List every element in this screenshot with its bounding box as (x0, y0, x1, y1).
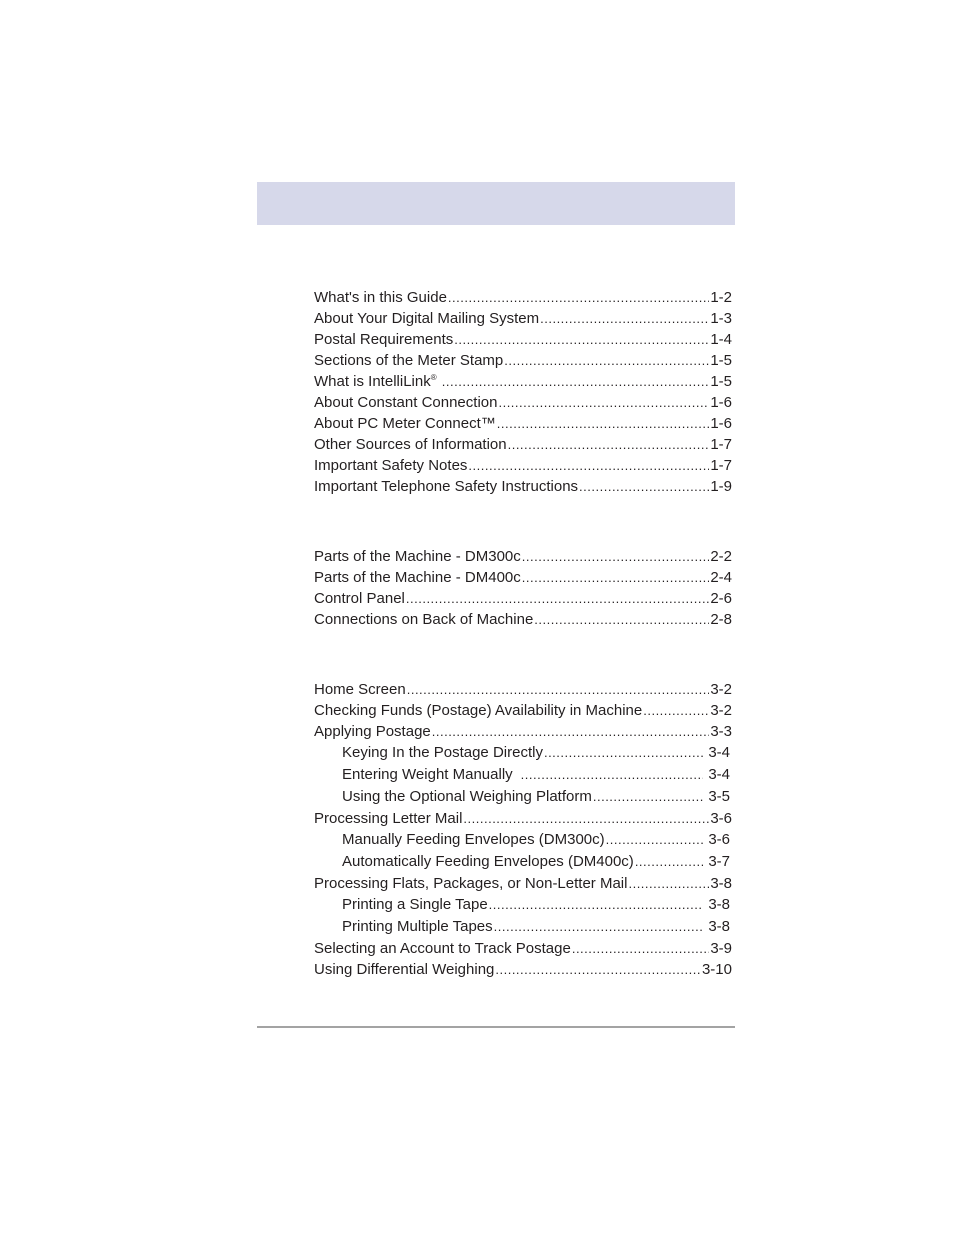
toc-entry-title: Important Telephone Safety Instructions (314, 478, 579, 495)
toc-entry-title: Control Panel (314, 590, 405, 607)
toc-entry-page: 2-8 (710, 611, 732, 628)
toc-entry-title: About Constant Connection (314, 394, 498, 411)
dot-leader (495, 962, 701, 977)
dot-leader (498, 395, 709, 410)
toc-entry-title: Entering Weight Manually (342, 766, 513, 783)
toc-entry-page: 1-3 (710, 310, 732, 327)
dot-leader (463, 811, 709, 826)
toc-subentry[interactable] (314, 766, 730, 788)
dot-leader (579, 479, 709, 494)
toc-entry-title-text: What is IntelliLink (314, 373, 431, 390)
toc-entry-title: Home Screen (314, 681, 406, 698)
toc-entry-page: 1-7 (710, 457, 732, 474)
toc-entry-title: Sections of the Meter Stamp (314, 352, 504, 369)
toc-entry[interactable] (314, 289, 732, 310)
toc-subentry[interactable] (314, 831, 730, 853)
dot-leader (406, 591, 709, 606)
toc-entry-page: 1-9 (710, 478, 732, 495)
toc-entry-page: 3-3 (710, 723, 732, 740)
dot-leader (628, 876, 709, 891)
toc-entry[interactable] (314, 810, 732, 831)
dot-leader (489, 897, 704, 912)
toc-entry[interactable] (314, 681, 732, 702)
toc-subentry[interactable] (314, 896, 730, 918)
toc-entry-title: Applying Postage (314, 723, 431, 740)
toc-entry-title: About PC Meter Connect™ (314, 415, 496, 432)
toc-entry[interactable] (314, 436, 732, 457)
toc-entry[interactable] (314, 611, 732, 632)
dot-leader (593, 789, 703, 804)
dot-leader (432, 724, 710, 739)
toc-section-1 (314, 289, 732, 499)
toc-entry-page: 3-5 (708, 788, 730, 805)
toc-entry[interactable] (314, 875, 732, 896)
toc-entry[interactable] (314, 373, 732, 394)
toc-subentry[interactable] (314, 744, 730, 766)
toc-entry-title: Processing Flats, Packages, or Non-Letter Mail (314, 875, 628, 892)
toc-entry-page: 2-4 (710, 569, 732, 586)
toc-entry-page: 3-9 (710, 940, 732, 957)
toc-entry-page: 3-2 (710, 702, 732, 719)
dot-leader (442, 374, 710, 389)
toc-entry-page: 1-4 (710, 331, 732, 348)
toc-entry-page: 3-2 (710, 681, 732, 698)
toc-entry[interactable] (314, 478, 732, 499)
toc-entry-page: 1-6 (710, 394, 732, 411)
toc-entry[interactable] (314, 310, 732, 331)
toc-entry[interactable] (314, 331, 732, 352)
toc-entry-title: Connections on Back of Machine (314, 611, 534, 628)
toc-entry-title: Important Safety Notes (314, 457, 468, 474)
header-band (257, 182, 735, 225)
dot-leader (448, 290, 709, 305)
toc-entry-page: 3-4 (708, 766, 730, 783)
dot-leader (521, 767, 704, 782)
dot-leader (606, 832, 704, 847)
footer-rule (257, 1026, 735, 1028)
toc-section-2 (314, 548, 732, 632)
toc-entry-page: 2-6 (710, 590, 732, 607)
toc-entry-page: 3-4 (708, 744, 730, 761)
toc-entry-page: 3-8 (710, 875, 732, 892)
toc-subentry[interactable] (314, 853, 730, 875)
dot-leader (572, 941, 709, 956)
dot-leader (454, 332, 709, 347)
dot-leader (468, 458, 709, 473)
dot-leader (522, 570, 710, 585)
toc-entry[interactable] (314, 415, 732, 436)
dot-leader (534, 612, 709, 627)
toc-entry-title: Printing Multiple Tapes (342, 918, 493, 935)
dot-leader (494, 919, 704, 934)
toc-entry[interactable] (314, 723, 732, 744)
toc-entry-page: 3-8 (708, 918, 730, 935)
dot-leader (643, 703, 709, 718)
dot-leader (540, 311, 709, 326)
toc-entry-title: Printing a Single Tape (342, 896, 488, 913)
dot-leader (508, 437, 710, 452)
toc-entry-title: Automatically Feeding Envelopes (DM400c) (342, 853, 634, 870)
toc-entry-page: 3-10 (701, 961, 732, 978)
toc-entry-page: 2-2 (710, 548, 732, 565)
toc-entry-title (314, 373, 441, 390)
registered-mark: ® (430, 373, 437, 382)
toc-entry[interactable] (314, 548, 732, 569)
toc-entry[interactable] (314, 940, 732, 961)
toc-entry-title: What's in this Guide (314, 289, 447, 306)
toc-section-3 (314, 681, 732, 982)
toc-entry-title: Parts of the Machine - DM400c (314, 569, 521, 586)
toc-entry-title: Selecting an Account to Track Postage (314, 940, 571, 957)
toc-entry-title: Other Sources of Information (314, 436, 507, 453)
toc-entry-title: About Your Digital Mailing System (314, 310, 540, 327)
toc-entry-page: 1-5 (710, 373, 732, 390)
dot-leader (497, 416, 710, 431)
toc-entry-title: Using Differential Weighing (314, 961, 495, 978)
toc-entry-page: 3-6 (710, 810, 732, 827)
toc-entry-page: 1-5 (710, 352, 732, 369)
toc-entry-title: Parts of the Machine - DM300c (314, 548, 521, 565)
dot-leader (407, 682, 710, 697)
toc-entry[interactable] (314, 394, 732, 415)
toc-entry-page: 3-6 (708, 831, 730, 848)
toc-entry[interactable] (314, 569, 732, 590)
dot-leader (504, 353, 709, 368)
toc-entry-title: Using the Optional Weighing Platform (342, 788, 592, 805)
toc-entry-title: Keying In the Postage Directly (342, 744, 543, 761)
toc-entry-title: Processing Letter Mail (314, 810, 463, 827)
toc-entry-page: 1-6 (710, 415, 732, 432)
toc-entry[interactable] (314, 352, 732, 373)
toc-entry-title: Postal Requirements (314, 331, 454, 348)
toc-entry[interactable] (314, 702, 732, 723)
dot-leader (544, 745, 703, 760)
toc-entry-page: 1-7 (710, 436, 732, 453)
toc-subentry[interactable] (314, 788, 730, 810)
dot-leader (635, 854, 704, 869)
toc-entry[interactable] (314, 961, 732, 982)
toc-subentry[interactable] (314, 918, 730, 940)
toc-entry[interactable] (314, 590, 732, 611)
toc-entry-page: 1-2 (710, 289, 732, 306)
toc-entry-page: 3-8 (708, 896, 730, 913)
toc-entry[interactable] (314, 457, 732, 478)
dot-leader (522, 549, 710, 564)
toc-entry-page: 3-7 (708, 853, 730, 870)
toc-entry-title: Checking Funds (Postage) Availability in Machine (314, 702, 643, 719)
toc-entry-title: Manually Feeding Envelopes (DM300c) (342, 831, 605, 848)
